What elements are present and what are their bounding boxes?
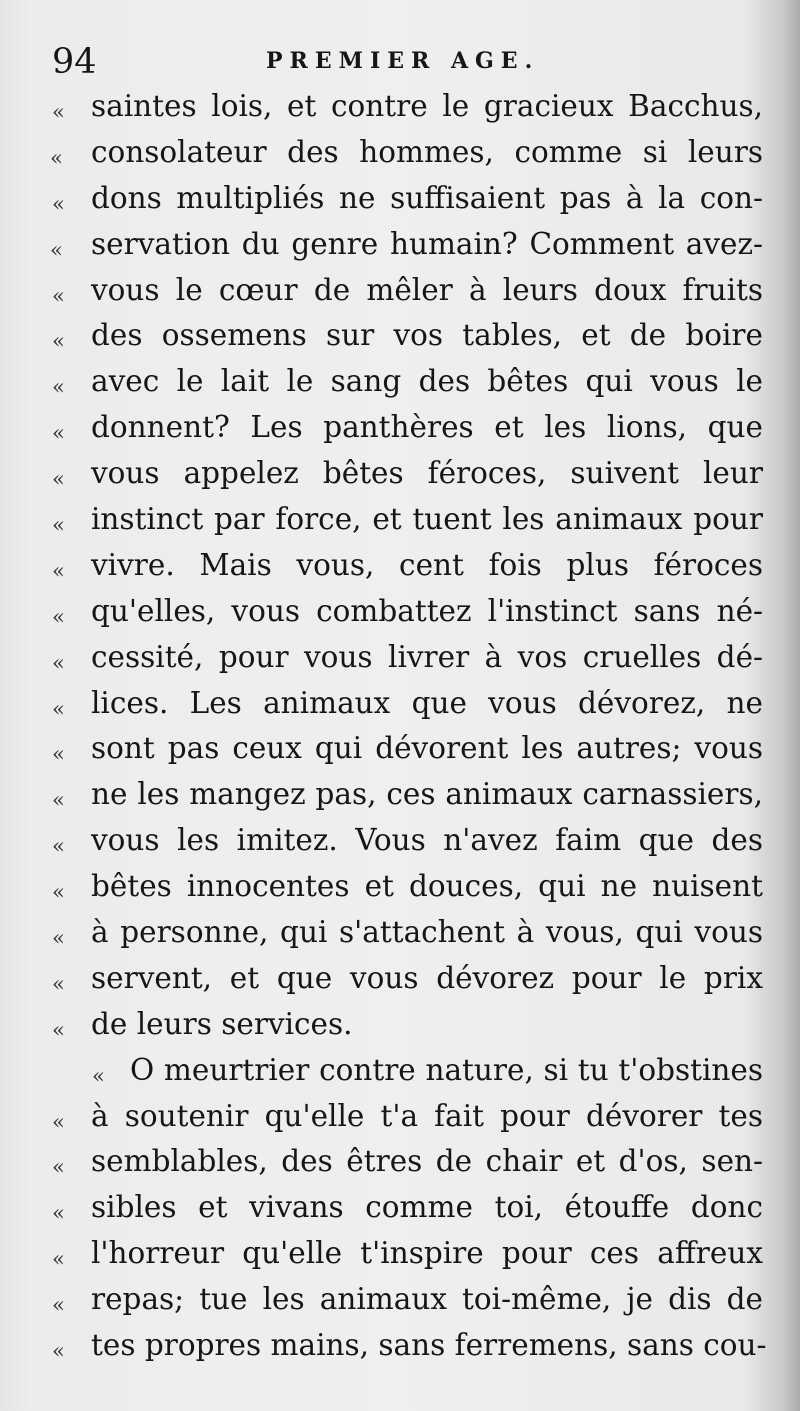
text-line xyxy=(0,407,800,453)
quotation-mark: « xyxy=(52,467,65,492)
text-line xyxy=(0,224,800,270)
line-text: saintes lois, et contre le gracieux Bacchus, xyxy=(91,89,763,123)
quotation-mark: « xyxy=(50,145,63,170)
text-line xyxy=(0,499,800,545)
page-header xyxy=(0,40,800,90)
line-text: servation du genre humain? Comment avez- xyxy=(91,226,763,261)
line-text: vous le cœur de mêler à leurs doux fruits xyxy=(91,272,763,307)
text-line xyxy=(0,270,800,316)
quotation-mark: « xyxy=(52,1201,65,1226)
line-text: ne les mangez pas, ces animaux carnassiers, xyxy=(91,777,763,812)
text-line xyxy=(0,1050,800,1096)
line-text: servent, et que vous dévorez pour le prix xyxy=(91,960,763,995)
line-text: cessité, pour vous livrer à vos cruelles dé- xyxy=(91,639,763,674)
quotation-mark: « xyxy=(52,558,65,583)
text-line xyxy=(0,86,800,132)
line-text: dons multipliés ne suffisaient pas à la con- xyxy=(91,180,763,215)
quotation-mark: « xyxy=(52,329,65,354)
quotation-mark: « xyxy=(92,1063,105,1088)
quotation-mark: « xyxy=(52,604,65,629)
quotation-mark: « xyxy=(52,971,65,996)
text-line xyxy=(0,315,800,361)
text-line xyxy=(0,637,800,683)
quotation-mark: « xyxy=(52,880,65,905)
quotation-mark: « xyxy=(50,237,63,262)
quotation-mark: « xyxy=(52,375,65,400)
quotation-mark: « xyxy=(52,926,65,951)
text-line xyxy=(0,1279,800,1325)
text-line xyxy=(0,820,800,866)
text-line xyxy=(0,1187,800,1233)
quotation-mark: « xyxy=(52,788,65,813)
text-line xyxy=(0,912,800,958)
text-line xyxy=(0,774,800,820)
body-text xyxy=(0,86,800,1371)
line-text: consolateur des hommes, comme si leurs xyxy=(91,134,763,169)
line-text: à soutenir qu'elle t'a fait pour dévorer tes xyxy=(91,1098,763,1133)
line-text: O meurtrier contre nature, si tu t'obstines xyxy=(130,1052,763,1087)
quotation-mark: « xyxy=(52,1109,65,1134)
running-head: PREMIER AGE. xyxy=(266,48,540,74)
text-line xyxy=(0,453,800,499)
line-text: sibles et vivans comme toi, étouffe donc xyxy=(91,1190,763,1225)
line-text: vous appelez bêtes féroces, suivent leur xyxy=(91,456,763,491)
line-text: lices. Les animaux que vous dévorez, ne xyxy=(91,685,763,720)
text-line xyxy=(0,1141,800,1187)
text-line xyxy=(0,132,800,178)
quotation-mark: « xyxy=(52,100,65,124)
quotation-mark: « xyxy=(52,696,65,721)
quotation-mark: « xyxy=(52,1017,65,1042)
quotation-mark: « xyxy=(52,191,65,216)
quotation-mark: « xyxy=(52,283,65,308)
quotation-mark: « xyxy=(52,650,65,675)
quotation-mark: « xyxy=(52,1339,65,1364)
line-text: donnent? Les panthères et les lions, que xyxy=(91,410,763,445)
text-line xyxy=(0,178,800,224)
text-line xyxy=(0,866,800,912)
line-text: sont pas ceux qui dévorent les autres; vous xyxy=(91,731,763,766)
text-line xyxy=(0,1096,800,1142)
text-line xyxy=(0,361,800,407)
line-text: vivre. Mais vous, cent fois plus féroces xyxy=(91,547,763,582)
text-line xyxy=(0,683,800,729)
text-line xyxy=(0,591,800,637)
quotation-mark: « xyxy=(52,1247,65,1272)
quotation-mark: « xyxy=(52,1293,65,1318)
line-text: tes propres mains, sans ferremens, sans cou- xyxy=(91,1328,767,1363)
line-text: semblables, des êtres de chair et d'os, sen- xyxy=(91,1144,763,1179)
line-text: qu'elles, vous combattez l'instinct sans né- xyxy=(91,593,763,628)
text-line xyxy=(0,728,800,774)
text-line xyxy=(0,958,800,1004)
quotation-mark: « xyxy=(52,421,65,446)
page-number: 94 xyxy=(52,42,97,82)
text-line xyxy=(0,1325,800,1371)
quotation-mark: « xyxy=(52,834,65,859)
quotation-mark: « xyxy=(52,1155,65,1180)
quotation-mark: « xyxy=(52,513,65,538)
line-text: repas; tue les animaux toi-même, je dis de xyxy=(91,1282,763,1317)
text-line xyxy=(0,1004,800,1050)
line-text: bêtes innocentes et douces, qui ne nuisent xyxy=(91,869,763,904)
line-text: des ossemens sur vos tables, et de boire xyxy=(91,318,763,353)
quotation-mark: « xyxy=(52,742,65,767)
line-text: l'horreur qu'elle t'inspire pour ces affreux xyxy=(91,1236,763,1271)
line-text: de leurs services. xyxy=(91,1006,353,1041)
line-text: à personne, qui s'attachent à vous, qui vous xyxy=(91,915,763,950)
line-text: avec le lait le sang des bêtes qui vous le xyxy=(91,364,763,399)
line-text: vous les imitez. Vous n'avez faim que des xyxy=(91,823,763,858)
text-line xyxy=(0,1233,800,1279)
line-text: instinct par force, et tuent les animaux pour xyxy=(91,502,763,537)
text-line xyxy=(0,545,800,591)
